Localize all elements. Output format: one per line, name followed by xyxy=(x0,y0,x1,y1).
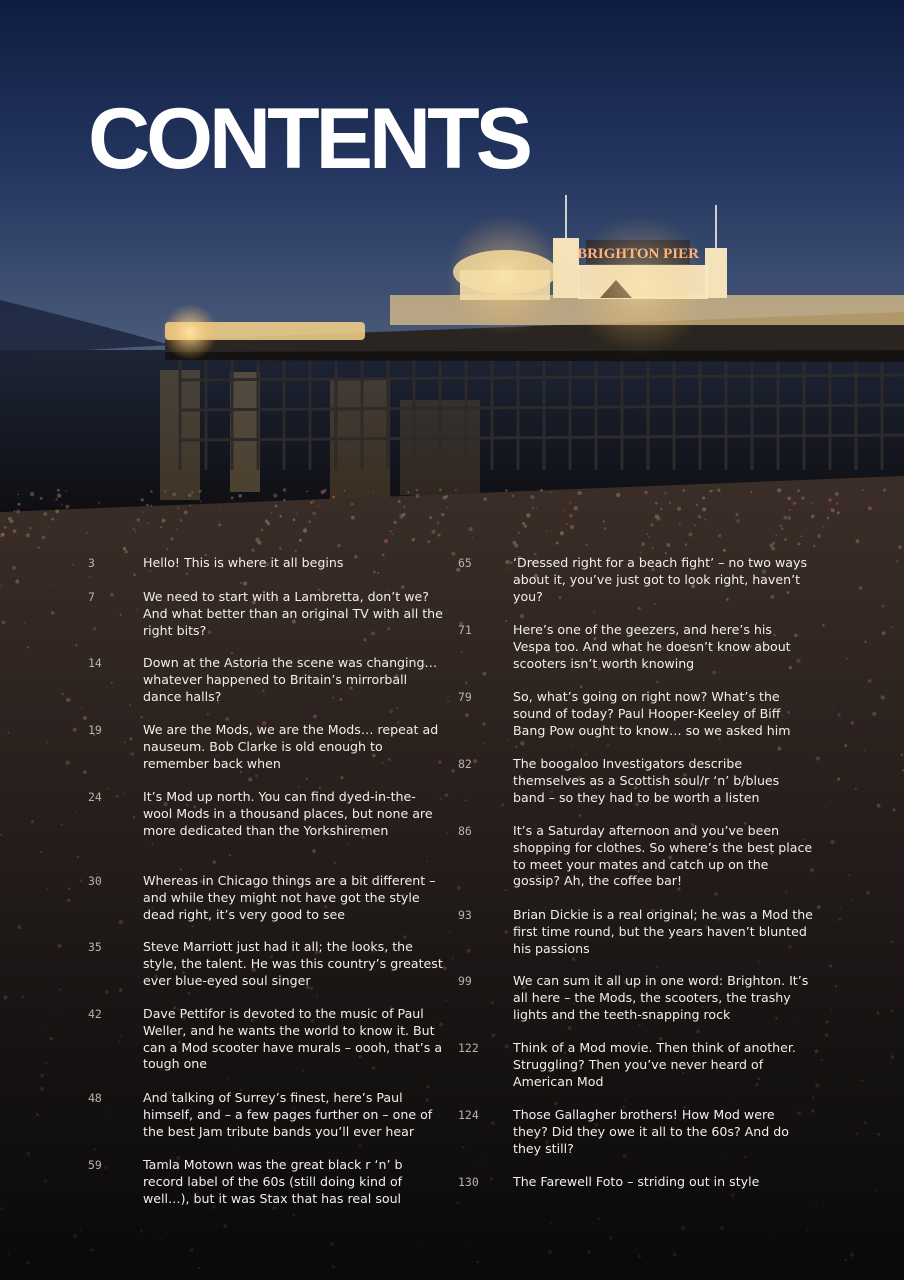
entry-description: Brian Dickie is a real original; he was a Mod the first time round, but the years haven’t blunted his passions xyxy=(513,907,813,956)
page-number: 71 xyxy=(458,623,472,637)
page-number: 48 xyxy=(88,1091,102,1105)
page-number: 130 xyxy=(458,1175,479,1189)
entry-description: We can sum it all up in one word: Brighton. It’s all here – the Mods, the scooters, the trashy lights and the teeth-snapping rock xyxy=(513,973,809,1022)
entry-description: Those Gallagher brothers! How Mod were they? Did they owe it all to the 60s? And do they still? xyxy=(513,1107,789,1156)
page-number: 42 xyxy=(88,1007,102,1021)
page-number: 24 xyxy=(88,790,102,804)
page-number: 65 xyxy=(458,556,472,570)
entry-description: Hello! This is where it all begins xyxy=(143,555,344,570)
entry-description: It’s Mod up north. You can find dyed-in-the-wool Mods in a thousand places, but none are more dedicated than the Yorkshiremen xyxy=(143,789,433,838)
entry-description: We need to start with a Lambretta, don’t we? And what better than an original TV with all the right bits? xyxy=(143,589,443,638)
entry-description: Think of a Mod movie. Then think of another. Struggling? Then you’ve never heard of American Mod xyxy=(513,1040,796,1089)
entry-description: Tamla Motown was the great black r ‘n’ b record label of the 60s (still doing kind of well…), but it was Stax that has real soul xyxy=(143,1157,403,1206)
page-number: 14 xyxy=(88,656,102,670)
page-number: 99 xyxy=(458,974,472,988)
page-number: 59 xyxy=(88,1158,102,1172)
entry-description: Here’s one of the geezers, and here’s his Vespa too. And what he doesn’t know about scooters isn’t worth knowing xyxy=(513,622,791,671)
entry-description: The boogaloo Investigators describe themselves as a Scottish soul/r ‘n’ b/blues band – so they had to be worth a listen xyxy=(513,756,780,805)
page-number: 19 xyxy=(88,723,102,737)
entry-description: The Farewell Foto – striding out in style xyxy=(513,1174,760,1189)
page-number: 79 xyxy=(458,690,472,704)
page-number: 7 xyxy=(88,590,95,604)
entry-description: Whereas in Chicago things are a bit different – and while they might not have got the style dead right, it’s very good to see xyxy=(143,873,436,922)
page-number: 35 xyxy=(88,940,102,954)
entry-description: So, what’s going on right now? What’s the sound of today? Paul Hooper-Keeley of Biff Bang Pow ought to know… so we asked him xyxy=(513,689,791,738)
entry-description: ‘Dressed right for a beach fight’ – no two ways about it, you’ve just got to look right, haven’t you? xyxy=(513,555,808,604)
entry-description: We are the Mods, we are the Mods… repeat ad nauseum. Bob Clarke is old enough to remember back when xyxy=(143,722,439,771)
page-number: 122 xyxy=(458,1041,479,1055)
page-number: 93 xyxy=(458,908,472,922)
page-number: 124 xyxy=(458,1108,479,1122)
entry-description: It’s a Saturday afternoon and you’ve been shopping for clothes. So where’s the best place to meet your mates and catch up on the gossip? Ah, the coffee bar! xyxy=(513,823,813,889)
entry-description: Down at the Astoria the scene was changing… whatever happened to Britain’s mirrorball dance halls? xyxy=(143,655,438,704)
page-number: 30 xyxy=(88,874,102,888)
entry-description: And talking of Surrey’s finest, here’s Paul himself, and – a few pages further on – one of the best Jam tribute bands you’ll ever hear xyxy=(143,1090,433,1139)
entry-description: Dave Pettifor is devoted to the music of Paul Weller, and he wants the world to know it. But can a Mod scooter have murals – oooh, that’s a tough one xyxy=(143,1006,443,1072)
page-number: 82 xyxy=(458,757,472,771)
page-number: 86 xyxy=(458,824,472,838)
entry-description: Steve Marriott just had it all; the looks, the style, the talent. He was this country’s greatest ever blue-eyed soul singer xyxy=(143,939,443,988)
page-title: CONTENTS xyxy=(88,91,529,187)
page-number: 3 xyxy=(88,556,95,570)
